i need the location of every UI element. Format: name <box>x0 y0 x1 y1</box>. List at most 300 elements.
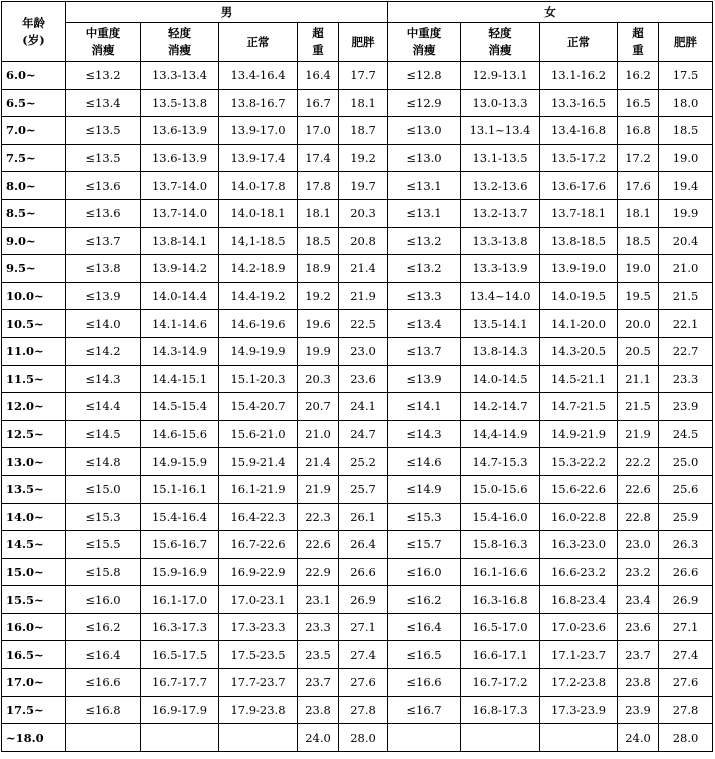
male-overweight-cell: 19.9 <box>298 337 339 365</box>
male-overweight-cell: 23.8 <box>298 696 339 724</box>
male-overweight-cell: 24.0 <box>298 724 339 752</box>
table-row <box>2 613 713 641</box>
male-obese-cell: 18.1 <box>339 89 388 117</box>
table-row <box>2 475 713 503</box>
table-row <box>2 62 713 90</box>
male-mild-thinness-cell: 15.9-16.9 <box>141 558 219 586</box>
female-obese-cell: 27.4 <box>659 641 713 669</box>
male-mild-thinness-cell: 13.7-14.0 <box>141 172 219 200</box>
age-cell: 13.5~ <box>2 475 66 503</box>
male-normal-cell: 15.9-21.4 <box>219 448 298 476</box>
female-mild-thinness-cell: 15.0-15.6 <box>461 475 540 503</box>
female-normal-cell: 13.5-17.2 <box>540 144 618 172</box>
male-mild-thinness-cell: 14.5-15.4 <box>141 393 219 421</box>
female-overweight-cell: 23.4 <box>618 586 659 614</box>
male-overweight-cell: 18.5 <box>298 227 339 255</box>
age-cell: 17.5~ <box>2 696 66 724</box>
male-severe-thinness-cell: ≤13.4 <box>66 89 141 117</box>
male-severe-thinness-cell: ≤15.0 <box>66 475 141 503</box>
female-overweight-cell: 21.1 <box>618 365 659 393</box>
female-severe-thinness-cell <box>388 724 461 752</box>
male-normal-cell: 17.5-23.5 <box>219 641 298 669</box>
female-obese-cell: 18.5 <box>659 117 713 145</box>
female-mild-thinness-cell: 14.7-15.3 <box>461 448 540 476</box>
female-mild-thinness-cell: 15.4-16.0 <box>461 503 540 531</box>
male-normal-cell: 16.4-22.3 <box>219 503 298 531</box>
female-overweight-cell: 23.6 <box>618 613 659 641</box>
male-overweight-cell: 17.8 <box>298 172 339 200</box>
female-severe-thinness-header <box>388 23 461 62</box>
male-normal-cell: 15.6-21.0 <box>219 420 298 448</box>
female-severe-thinness-cell: ≤16.5 <box>388 641 461 669</box>
female-severe-thinness-cell: ≤12.9 <box>388 89 461 117</box>
table-row <box>2 641 713 669</box>
female-mild-thinness-cell: 15.8-16.3 <box>461 531 540 559</box>
table-row <box>2 503 713 531</box>
male-severe-thinness-cell: ≤14.0 <box>66 310 141 338</box>
male-normal-cell: 13.8-16.7 <box>219 89 298 117</box>
female-obese-cell: 22.7 <box>659 337 713 365</box>
female-overweight-cell: 23.8 <box>618 669 659 697</box>
female-normal-cell: 17.0-23.6 <box>540 613 618 641</box>
male-obese-cell: 24.7 <box>339 420 388 448</box>
category-label-l2: 消瘦 <box>488 43 512 57</box>
female-severe-thinness-cell: ≤13.3 <box>388 282 461 310</box>
female-overweight-cell: 16.2 <box>618 62 659 90</box>
male-obese-cell: 21.9 <box>339 282 388 310</box>
age-cell: 17.0~ <box>2 669 66 697</box>
male-mild-thinness-cell: 13.6-13.9 <box>141 117 219 145</box>
male-mild-thinness-cell: 16.1-17.0 <box>141 586 219 614</box>
female-mild-thinness-cell: 13.5-14.1 <box>461 310 540 338</box>
category-label-l1: 肥胖 <box>351 34 375 49</box>
male-obese-cell: 26.1 <box>339 503 388 531</box>
female-overweight-cell: 17.6 <box>618 172 659 200</box>
male-severe-thinness-cell: ≤15.8 <box>66 558 141 586</box>
category-label-l1: 正常 <box>246 34 270 49</box>
male-normal-cell: 13.4-16.4 <box>219 62 298 90</box>
female-severe-thinness-cell: ≤14.6 <box>388 448 461 476</box>
male-normal-cell: 16.9-22.9 <box>219 558 298 586</box>
male-severe-thinness-cell: ≤16.4 <box>66 641 141 669</box>
female-obese-header <box>659 23 713 62</box>
male-overweight-cell: 18.1 <box>298 199 339 227</box>
female-obese-cell: 17.5 <box>659 62 713 90</box>
male-severe-thinness-header <box>66 23 141 62</box>
male-obese-cell: 27.8 <box>339 696 388 724</box>
male-overweight-cell: 16.4 <box>298 62 339 90</box>
female-severe-thinness-cell: ≤16.2 <box>388 586 461 614</box>
female-mild-thinness-cell: 14.0-14.5 <box>461 365 540 393</box>
male-overweight-cell: 19.6 <box>298 310 339 338</box>
age-header-line1: 年龄 <box>22 15 45 30</box>
male-obese-cell: 19.7 <box>339 172 388 200</box>
male-mild-thinness-cell: 14.0-14.4 <box>141 282 219 310</box>
female-normal-cell: 13.1-16.2 <box>540 62 618 90</box>
group-header-row <box>2 2 713 23</box>
female-normal-cell <box>540 724 618 752</box>
male-severe-thinness-cell: ≤13.9 <box>66 282 141 310</box>
female-mild-thinness-cell: 16.1-16.6 <box>461 558 540 586</box>
female-severe-thinness-cell: ≤16.6 <box>388 669 461 697</box>
age-header-line2: (岁) <box>22 32 45 47</box>
table-body <box>2 62 713 752</box>
male-overweight-cell: 19.2 <box>298 282 339 310</box>
male-overweight-cell: 17.0 <box>298 117 339 145</box>
female-obese-cell: 26.3 <box>659 531 713 559</box>
female-obese-cell: 25.0 <box>659 448 713 476</box>
female-obese-cell: 24.5 <box>659 420 713 448</box>
male-severe-thinness-cell: ≤14.8 <box>66 448 141 476</box>
male-severe-thinness-cell: ≤13.6 <box>66 172 141 200</box>
bmi-classification-table <box>1 1 713 752</box>
female-normal-cell: 13.9-19.0 <box>540 255 618 283</box>
male-normal-cell: 17.9-23.8 <box>219 696 298 724</box>
female-severe-thinness-cell: ≤12.8 <box>388 62 461 90</box>
female-overweight-cell: 19.0 <box>618 255 659 283</box>
male-mild-thinness-cell: 16.5-17.5 <box>141 641 219 669</box>
female-mild-thinness-cell: 12.9-13.1 <box>461 62 540 90</box>
age-cell: 13.0~ <box>2 448 66 476</box>
category-header-row <box>2 23 713 62</box>
male-severe-thinness-cell: ≤13.5 <box>66 144 141 172</box>
female-normal-cell: 13.6-17.6 <box>540 172 618 200</box>
female-mild-thinness-cell: 13.2-13.7 <box>461 199 540 227</box>
table-row <box>2 669 713 697</box>
female-obese-cell: 26.9 <box>659 586 713 614</box>
female-mild-thinness-cell: 16.3-16.8 <box>461 586 540 614</box>
male-mild-thinness-cell: 13.3-13.4 <box>141 62 219 90</box>
age-cell: ~18.0 <box>2 724 66 752</box>
table-row <box>2 144 713 172</box>
female-group-header: 女 <box>388 2 713 23</box>
female-obese-cell: 22.1 <box>659 310 713 338</box>
male-mild-thinness-cell <box>141 724 219 752</box>
male-normal-cell: 15.1-20.3 <box>219 365 298 393</box>
category-label-l1: 正常 <box>567 34 590 49</box>
category-label-l2: 消瘦 <box>91 43 115 57</box>
female-severe-thinness-cell: ≤15.7 <box>388 531 461 559</box>
male-overweight-cell: 23.7 <box>298 669 339 697</box>
female-overweight-cell: 19.5 <box>618 282 659 310</box>
age-cell: 15.5~ <box>2 586 66 614</box>
age-cell: 14.5~ <box>2 531 66 559</box>
category-label-l1: 轻度 <box>488 26 512 40</box>
female-obese-cell: 27.1 <box>659 613 713 641</box>
age-cell: 8.0~ <box>2 172 66 200</box>
male-mild-thinness-cell: 13.5-13.8 <box>141 89 219 117</box>
female-normal-cell: 15.6-22.6 <box>540 475 618 503</box>
table-row <box>2 393 713 421</box>
female-overweight-cell: 22.6 <box>618 475 659 503</box>
female-mild-thinness-cell: 16.6-17.1 <box>461 641 540 669</box>
female-mild-thinness-cell: 13.3-13.8 <box>461 227 540 255</box>
female-mild-thinness-cell: 16.8-17.3 <box>461 696 540 724</box>
male-obese-cell: 22.5 <box>339 310 388 338</box>
male-mild-thinness-cell: 14.3-14.9 <box>141 337 219 365</box>
male-overweight-cell: 17.4 <box>298 144 339 172</box>
age-cell: 10.5~ <box>2 310 66 338</box>
female-obese-cell: 25.6 <box>659 475 713 503</box>
female-normal-cell: 14.9-21.9 <box>540 420 618 448</box>
female-normal-cell: 13.7-18.1 <box>540 199 618 227</box>
male-severe-thinness-cell: ≤13.8 <box>66 255 141 283</box>
male-overweight-header <box>298 23 339 62</box>
male-severe-thinness-cell: ≤14.4 <box>66 393 141 421</box>
male-severe-thinness-cell: ≤13.7 <box>66 227 141 255</box>
category-label-l2: 消瘦 <box>168 43 191 57</box>
male-severe-thinness-cell: ≤14.3 <box>66 365 141 393</box>
age-cell: 15.0~ <box>2 558 66 586</box>
female-mild-thinness-cell: 14,4-14.9 <box>461 420 540 448</box>
female-normal-cell: 14.5-21.1 <box>540 365 618 393</box>
male-overweight-cell: 22.9 <box>298 558 339 586</box>
table-row <box>2 199 713 227</box>
male-severe-thinness-cell: ≤14.5 <box>66 420 141 448</box>
female-normal-cell: 16.0-22.8 <box>540 503 618 531</box>
table-row <box>2 282 713 310</box>
age-cell: 11.5~ <box>2 365 66 393</box>
female-severe-thinness-cell: ≤16.4 <box>388 613 461 641</box>
female-overweight-cell: 18.1 <box>618 199 659 227</box>
age-cell: 6.5~ <box>2 89 66 117</box>
male-group-header: 男 <box>66 2 388 23</box>
female-severe-thinness-cell: ≤13.2 <box>388 255 461 283</box>
female-overweight-cell: 18.5 <box>618 227 659 255</box>
age-cell: 7.0~ <box>2 117 66 145</box>
female-severe-thinness-cell: ≤13.1 <box>388 172 461 200</box>
female-obese-cell: 20.4 <box>659 227 713 255</box>
male-overweight-cell: 21.0 <box>298 420 339 448</box>
female-severe-thinness-cell: ≤13.9 <box>388 365 461 393</box>
male-obese-cell: 23.0 <box>339 337 388 365</box>
male-mild-thinness-header <box>141 23 219 62</box>
female-mild-thinness-cell <box>461 724 540 752</box>
male-obese-cell: 26.6 <box>339 558 388 586</box>
female-mild-thinness-cell: 13.3-13.9 <box>461 255 540 283</box>
male-severe-thinness-cell: ≤16.2 <box>66 613 141 641</box>
table-header <box>2 2 713 62</box>
age-column-header <box>2 2 66 62</box>
female-overweight-cell: 22.8 <box>618 503 659 531</box>
female-severe-thinness-cell: ≤13.0 <box>388 117 461 145</box>
table-row <box>2 696 713 724</box>
male-overweight-cell: 22.3 <box>298 503 339 531</box>
female-severe-thinness-cell: ≤13.1 <box>388 199 461 227</box>
male-severe-thinness-cell: ≤16.8 <box>66 696 141 724</box>
age-cell: 9.5~ <box>2 255 66 283</box>
female-obese-cell: 21.5 <box>659 282 713 310</box>
male-mild-thinness-cell: 14.1-14.6 <box>141 310 219 338</box>
table-row <box>2 420 713 448</box>
table-row <box>2 558 713 586</box>
female-normal-cell: 16.3-23.0 <box>540 531 618 559</box>
male-obese-cell: 27.6 <box>339 669 388 697</box>
age-cell: 6.0~ <box>2 62 66 90</box>
female-normal-cell: 13.4-16.8 <box>540 117 618 145</box>
male-normal-cell: 14.0-17.8 <box>219 172 298 200</box>
female-normal-cell: 14.7-21.5 <box>540 393 618 421</box>
category-label-l2: 消瘦 <box>412 43 436 57</box>
female-obese-cell: 27.8 <box>659 696 713 724</box>
age-cell: 9.0~ <box>2 227 66 255</box>
female-severe-thinness-cell: ≤15.3 <box>388 503 461 531</box>
female-mild-thinness-header <box>461 23 540 62</box>
male-normal-cell: 17.0-23.1 <box>219 586 298 614</box>
table-row <box>2 255 713 283</box>
male-mild-thinness-cell: 13.8-14.1 <box>141 227 219 255</box>
female-mild-thinness-cell: 13.1-13.5 <box>461 144 540 172</box>
female-overweight-cell: 24.0 <box>618 724 659 752</box>
female-normal-cell: 14.1-20.0 <box>540 310 618 338</box>
male-obese-header <box>339 23 388 62</box>
male-mild-thinness-cell: 13.9-14.2 <box>141 255 219 283</box>
female-normal-header <box>540 23 618 62</box>
male-obese-cell: 19.2 <box>339 144 388 172</box>
female-mild-thinness-cell: 13.1~13.4 <box>461 117 540 145</box>
female-obese-cell: 18.0 <box>659 89 713 117</box>
age-cell: 16.5~ <box>2 641 66 669</box>
female-overweight-cell: 16.8 <box>618 117 659 145</box>
female-overweight-cell: 23.2 <box>618 558 659 586</box>
category-label-l1: 超 <box>632 26 644 40</box>
female-obese-cell: 19.9 <box>659 199 713 227</box>
table-row <box>2 365 713 393</box>
male-obese-cell: 20.3 <box>339 199 388 227</box>
female-overweight-cell: 20.5 <box>618 337 659 365</box>
male-overweight-cell: 18.9 <box>298 255 339 283</box>
female-mild-thinness-cell: 14.2-14.7 <box>461 393 540 421</box>
male-severe-thinness-cell <box>66 724 141 752</box>
male-normal-cell <box>219 724 298 752</box>
female-normal-cell: 14.3-20.5 <box>540 337 618 365</box>
age-cell: 16.0~ <box>2 613 66 641</box>
male-obese-cell: 25.2 <box>339 448 388 476</box>
male-normal-cell: 16.7-22.6 <box>219 531 298 559</box>
male-severe-thinness-cell: ≤16.0 <box>66 586 141 614</box>
female-mild-thinness-cell: 16.5-17.0 <box>461 613 540 641</box>
category-label-l1: 超 <box>312 26 324 40</box>
female-normal-cell: 17.1-23.7 <box>540 641 618 669</box>
male-obese-cell: 26.4 <box>339 531 388 559</box>
male-mild-thinness-cell: 14.6-15.6 <box>141 420 219 448</box>
male-overweight-cell: 22.6 <box>298 531 339 559</box>
female-obese-cell: 21.0 <box>659 255 713 283</box>
table-row <box>2 89 713 117</box>
female-obese-cell: 23.3 <box>659 365 713 393</box>
male-obese-cell: 26.9 <box>339 586 388 614</box>
male-overweight-cell: 23.5 <box>298 641 339 669</box>
age-cell: 10.0~ <box>2 282 66 310</box>
female-mild-thinness-cell: 13.4~14.0 <box>461 282 540 310</box>
table-row <box>2 724 713 752</box>
table-row <box>2 586 713 614</box>
male-normal-cell: 14.9-19.9 <box>219 337 298 365</box>
male-mild-thinness-cell: 14.9-15.9 <box>141 448 219 476</box>
table-row <box>2 172 713 200</box>
age-cell: 11.0~ <box>2 337 66 365</box>
female-normal-cell: 17.3-23.9 <box>540 696 618 724</box>
table-row <box>2 448 713 476</box>
female-obese-cell: 19.0 <box>659 144 713 172</box>
female-obese-cell: 26.6 <box>659 558 713 586</box>
male-obese-cell: 23.6 <box>339 365 388 393</box>
male-obese-cell: 21.4 <box>339 255 388 283</box>
age-cell: 7.5~ <box>2 144 66 172</box>
male-overweight-cell: 23.3 <box>298 613 339 641</box>
female-overweight-cell: 20.0 <box>618 310 659 338</box>
female-overweight-cell: 23.9 <box>618 696 659 724</box>
female-normal-cell: 13.8-18.5 <box>540 227 618 255</box>
male-mild-thinness-cell: 15.6-16.7 <box>141 531 219 559</box>
male-obese-cell: 27.4 <box>339 641 388 669</box>
category-label-l1: 中重度 <box>85 26 121 40</box>
age-cell: 14.0~ <box>2 503 66 531</box>
male-severe-thinness-cell: ≤13.5 <box>66 117 141 145</box>
male-normal-cell: 14.2-18.9 <box>219 255 298 283</box>
female-severe-thinness-cell: ≤14.9 <box>388 475 461 503</box>
female-overweight-cell: 16.5 <box>618 89 659 117</box>
female-mild-thinness-cell: 13.8-14.3 <box>461 337 540 365</box>
category-label-l2: 重 <box>632 43 644 57</box>
female-normal-cell: 16.6-23.2 <box>540 558 618 586</box>
female-overweight-cell: 22.2 <box>618 448 659 476</box>
female-overweight-cell: 23.7 <box>618 641 659 669</box>
male-normal-cell: 16.1-21.9 <box>219 475 298 503</box>
male-mild-thinness-cell: 15.1-16.1 <box>141 475 219 503</box>
male-normal-cell: 14,1-18.5 <box>219 227 298 255</box>
male-severe-thinness-cell: ≤13.6 <box>66 199 141 227</box>
male-mild-thinness-cell: 14.4-15.1 <box>141 365 219 393</box>
male-overweight-cell: 16.7 <box>298 89 339 117</box>
male-normal-cell: 14.4-19.2 <box>219 282 298 310</box>
male-overweight-cell: 20.7 <box>298 393 339 421</box>
female-severe-thinness-cell: ≤14.3 <box>388 420 461 448</box>
female-severe-thinness-cell: ≤13.0 <box>388 144 461 172</box>
female-obese-cell: 23.9 <box>659 393 713 421</box>
female-normal-cell: 17.2-23.8 <box>540 669 618 697</box>
male-obese-cell: 28.0 <box>339 724 388 752</box>
male-mild-thinness-cell: 13.7-14.0 <box>141 199 219 227</box>
male-normal-cell: 17.3-23.3 <box>219 613 298 641</box>
male-severe-thinness-cell: ≤15.5 <box>66 531 141 559</box>
female-severe-thinness-cell: ≤14.1 <box>388 393 461 421</box>
female-overweight-cell: 23.0 <box>618 531 659 559</box>
age-cell: 12.5~ <box>2 420 66 448</box>
age-cell: 8.5~ <box>2 199 66 227</box>
male-obese-cell: 17.7 <box>339 62 388 90</box>
male-mild-thinness-cell: 13.6-13.9 <box>141 144 219 172</box>
male-overweight-cell: 21.4 <box>298 448 339 476</box>
table-row <box>2 337 713 365</box>
female-obese-cell: 25.9 <box>659 503 713 531</box>
male-obese-cell: 27.1 <box>339 613 388 641</box>
male-overweight-cell: 21.9 <box>298 475 339 503</box>
male-mild-thinness-cell: 16.7-17.7 <box>141 669 219 697</box>
category-label-l1: 中重度 <box>406 26 442 40</box>
female-mild-thinness-cell: 13.2-13.6 <box>461 172 540 200</box>
female-normal-cell: 15.3-22.2 <box>540 448 618 476</box>
male-obese-cell: 18.7 <box>339 117 388 145</box>
female-severe-thinness-cell: ≤16.0 <box>388 558 461 586</box>
male-overweight-cell: 20.3 <box>298 365 339 393</box>
male-severe-thinness-cell: ≤15.3 <box>66 503 141 531</box>
female-mild-thinness-cell: 16.7-17.2 <box>461 669 540 697</box>
male-obese-cell: 20.8 <box>339 227 388 255</box>
male-severe-thinness-cell: ≤14.2 <box>66 337 141 365</box>
male-normal-header <box>219 23 298 62</box>
male-obese-cell: 25.7 <box>339 475 388 503</box>
